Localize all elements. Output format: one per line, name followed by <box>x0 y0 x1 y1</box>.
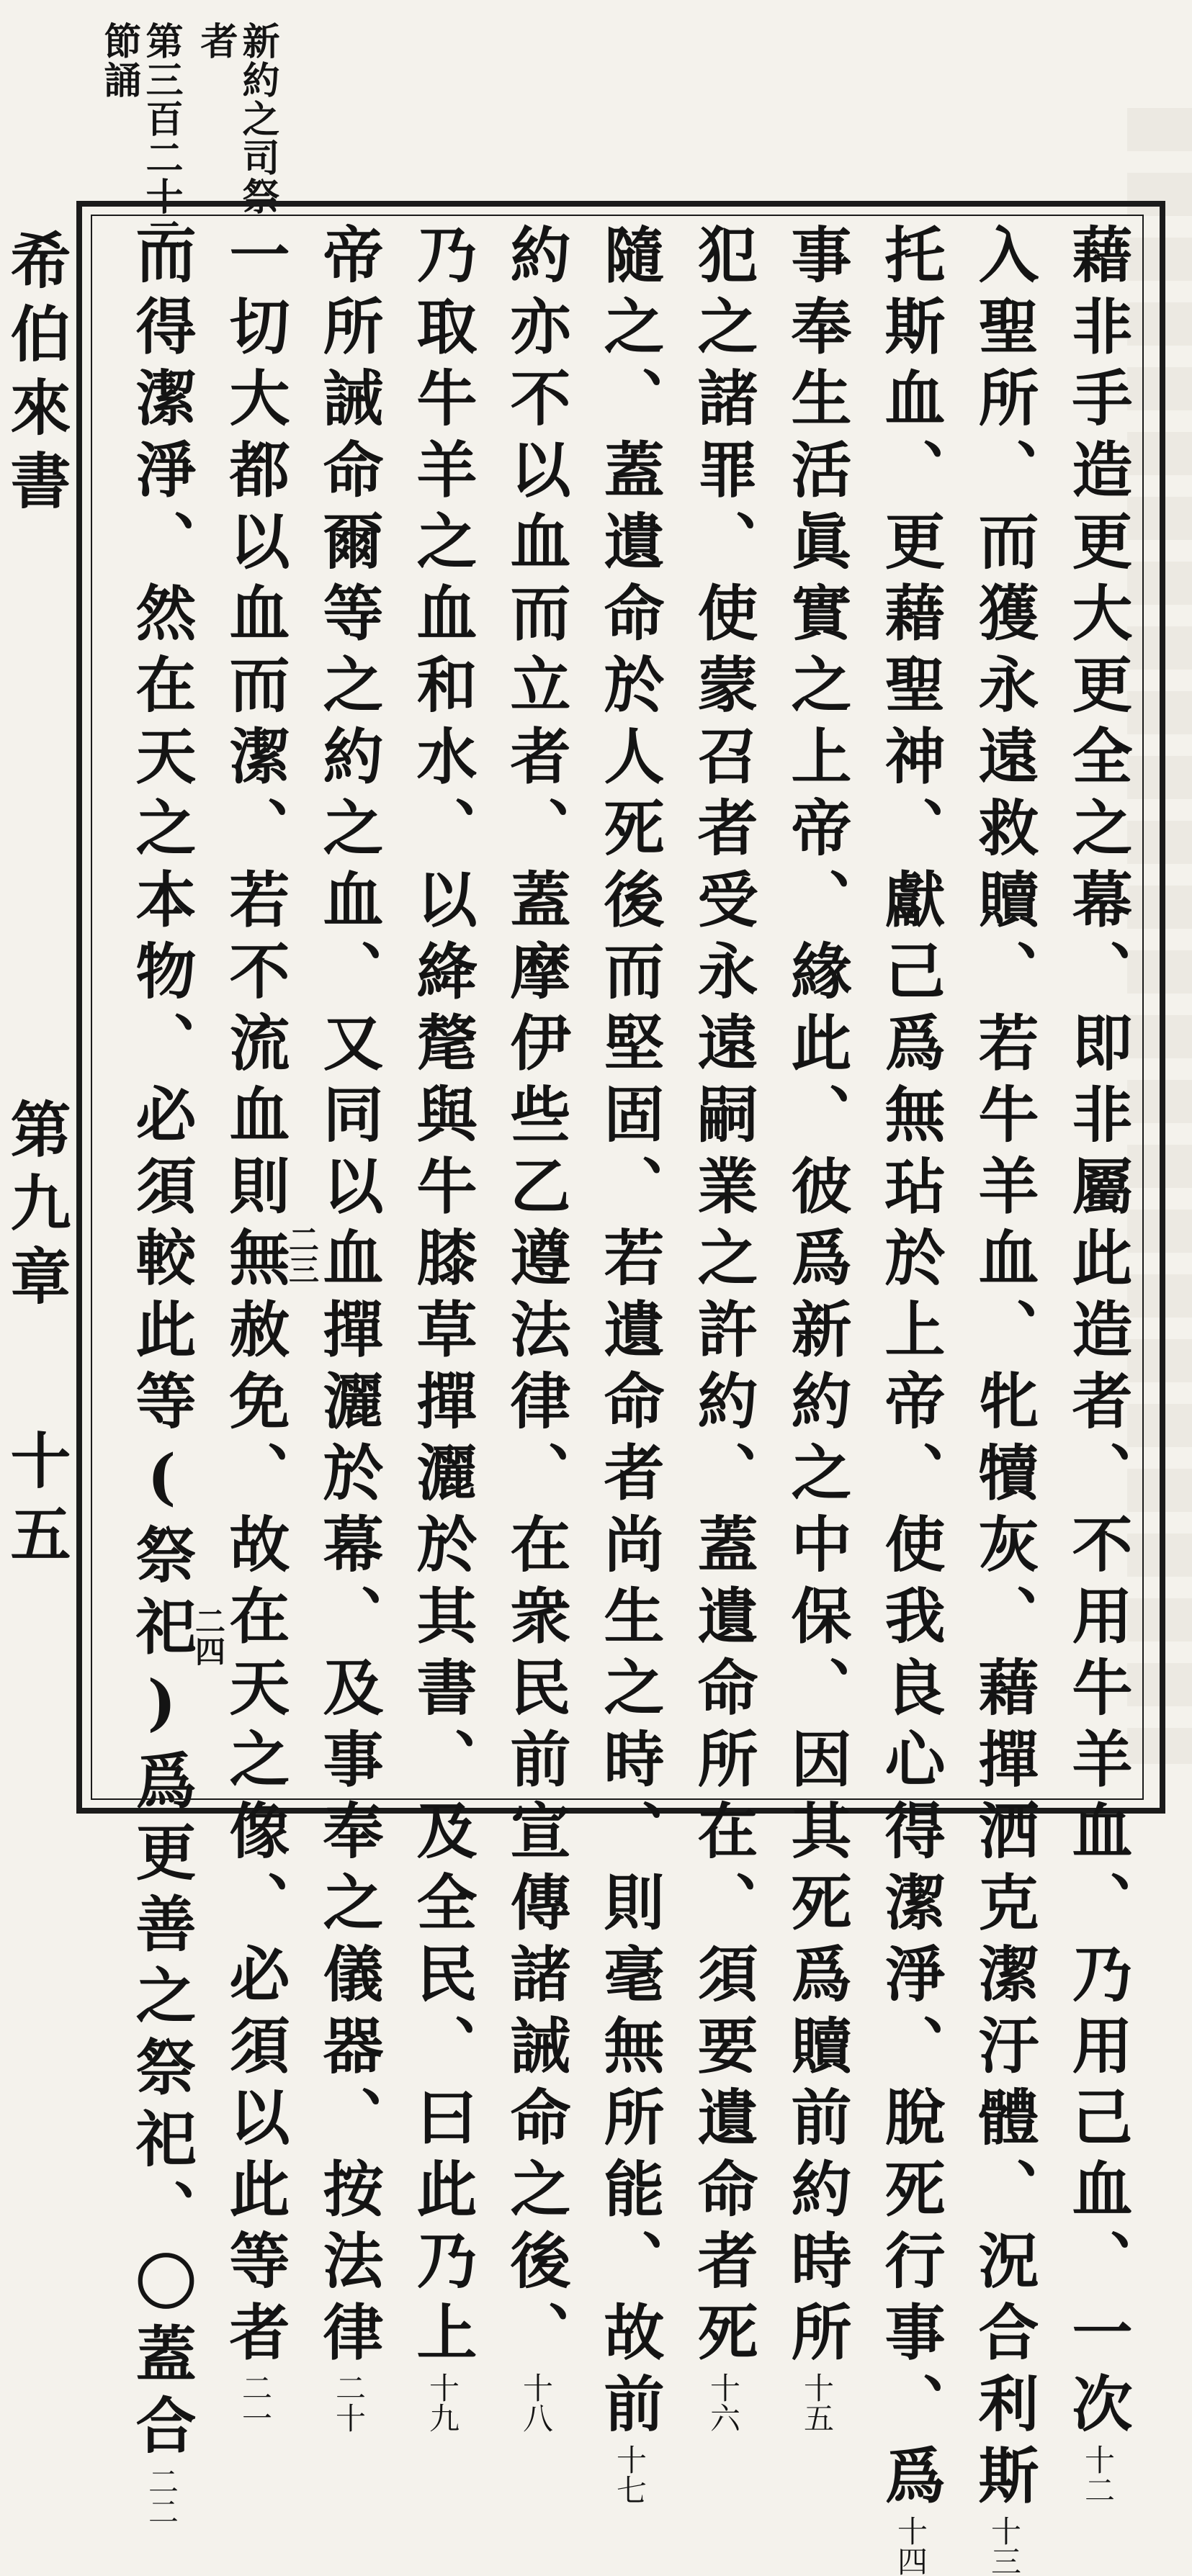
verse-marker: 十七 <box>612 2444 647 2505</box>
body-column-3-text: 托斯血、更藉聖神、獻己爲無玷於上帝、使我良心得潔淨、脫死行事、爲 <box>875 223 946 2516</box>
body-column-4-text: 事奉生活眞實之上帝、緣此、彼爲新約之中保、因其死爲贖前約時所 <box>781 223 853 2372</box>
margin-note-1-line-1: 新約之司祭 <box>236 22 279 216</box>
body-column-7 <box>501 223 572 2433</box>
verse-marker-24: 二四 <box>191 1606 226 1666</box>
page-number: 十五 <box>1 1429 72 1576</box>
verse-marker: 二二 <box>144 2465 179 2526</box>
body-column-6-text: 隨之、蓋遺命於人死後而堅固、若遺命者尚生之時、則毫無所能、故前 <box>594 223 666 2444</box>
margin-note-1-line-2: 者 <box>194 22 238 60</box>
verse-marker: 二一 <box>238 2372 273 2433</box>
body-column-5-text: 犯之諸罪、使蒙召者受永遠嗣業之許約、蓋遺命所在、須要遺命者死 <box>688 223 759 2372</box>
body-column-1 <box>1062 223 1134 2505</box>
margin-note-2-line-2: 節誦 <box>97 22 141 99</box>
body-column-11-text: 而得潔淨、然在天之本物、必須較此等(祭祀)爲更善之祭祀、〇蓋合 <box>126 223 197 2466</box>
body-column-11 <box>126 223 197 2526</box>
body-column-9-text: 帝所誡命爾等之約之血、又同以血撣灑於幕、及事奉之儀器、按法律 <box>313 223 385 2372</box>
body-column-1-text: 藉非手造更大更全之幕、即非屬此造者、不用牛羊血、乃用己血、一次 <box>1062 223 1134 2444</box>
body-column-3 <box>875 223 946 2576</box>
verse-marker: 十六 <box>706 2372 741 2433</box>
verse-marker: 十八 <box>519 2372 554 2433</box>
body-column-9 <box>313 223 385 2433</box>
body-column-10-text: 一切大都以血而潔、若不流血則無赦免、故在天之像、必須以此等者 <box>220 223 291 2372</box>
verse-marker: 二十 <box>331 2372 367 2433</box>
verse-marker: 十九 <box>425 2372 460 2433</box>
body-column-10 <box>220 223 291 2433</box>
margin-note-1 <box>194 22 278 216</box>
body-column-4 <box>781 223 853 2433</box>
body-column-6 <box>594 223 666 2505</box>
verse-marker: 十四 <box>893 2516 928 2576</box>
verse-marker: 十三 <box>987 2516 1022 2576</box>
body-column-8-text: 乃取牛羊之血和水、以絳氂與牛膝草撣灑於其書、及全民、曰此乃上 <box>407 223 478 2372</box>
body-column-2 <box>969 223 1040 2576</box>
verse-marker: 十二 <box>1080 2444 1116 2505</box>
body-column-8 <box>407 223 478 2433</box>
body-column-5 <box>688 223 759 2433</box>
margin-note-2-line-1: 第三百二十二 <box>139 22 183 255</box>
verse-marker-23: 二三 <box>284 1224 320 1284</box>
verse-marker: 十五 <box>799 2372 835 2433</box>
body-column-2-text: 入聖所、而獲永遠救贖、若牛羊血、牝犢灰、藉撣洒克潔汙體、況合利斯 <box>969 223 1040 2516</box>
book-title: 希伯來書 <box>1 229 72 523</box>
chapter-label: 第九章 <box>1 1098 72 1318</box>
body-column-7-text: 約亦不以血而立者、蓋摩伊些乙遵法律、在衆民前宣傳諸誡命之後、 <box>501 223 572 2372</box>
